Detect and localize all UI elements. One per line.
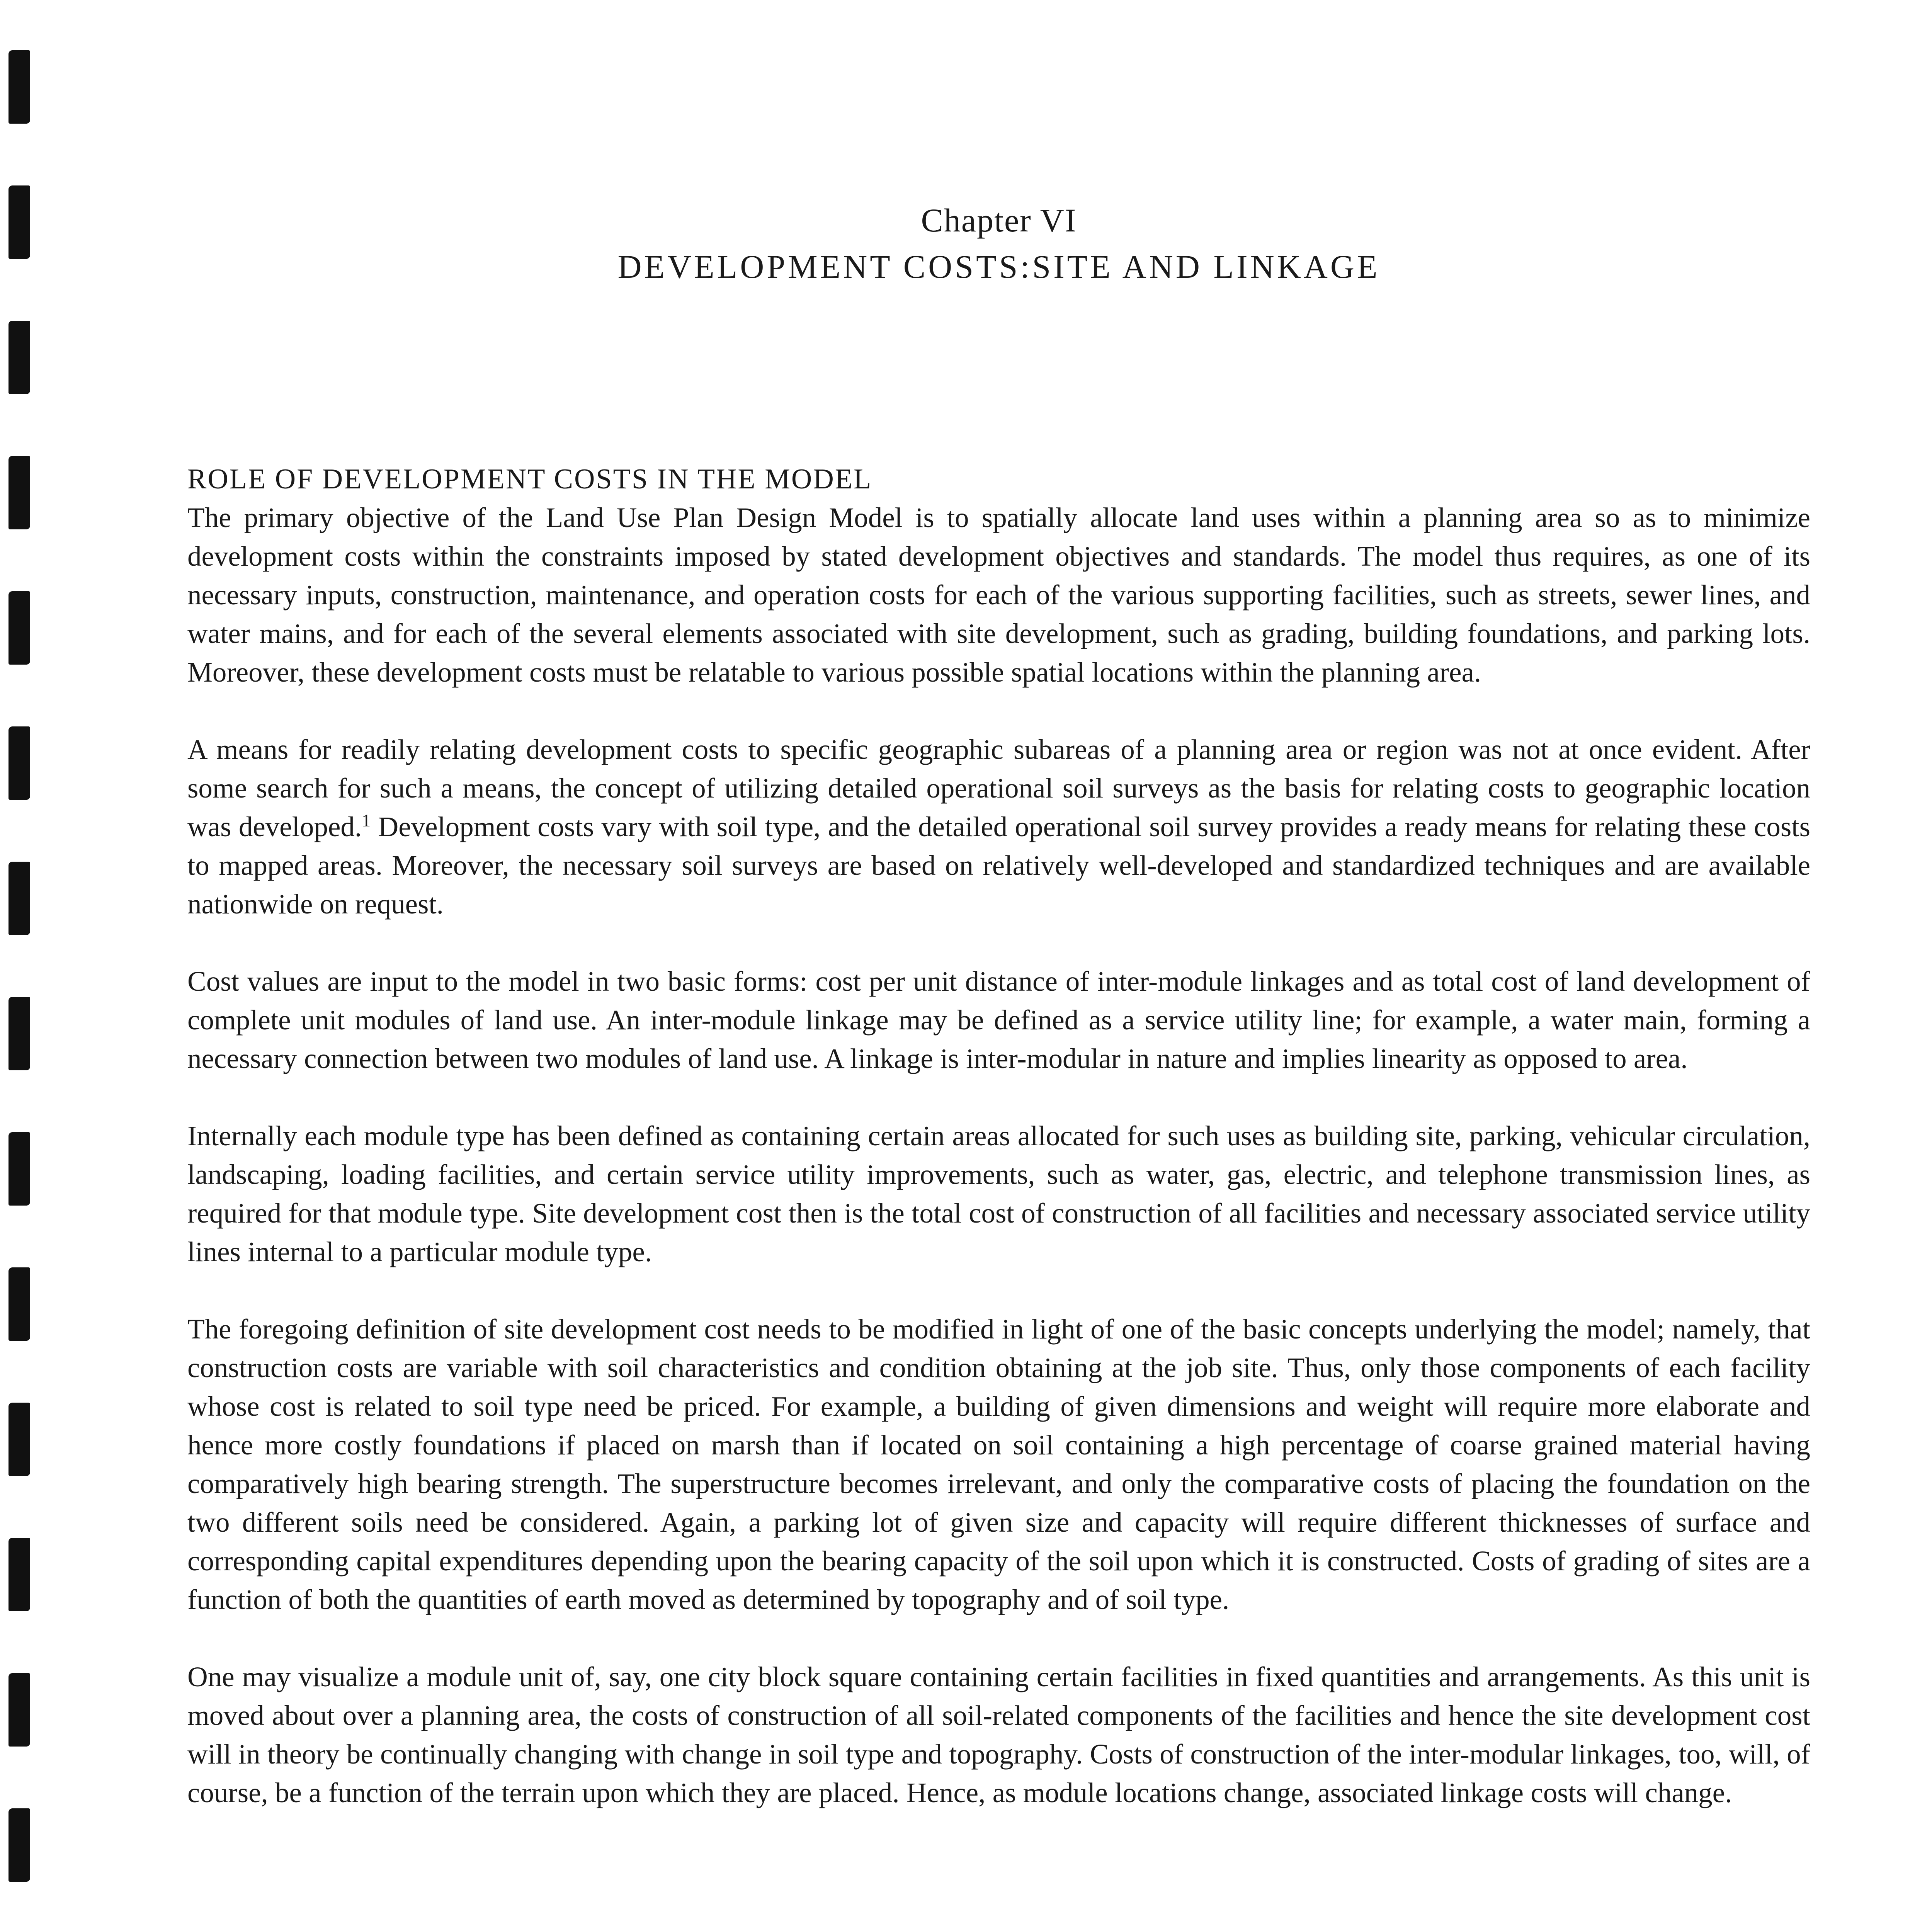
footnote-reference[interactable]: 1 [362, 810, 371, 830]
paragraph: One may visualize a module unit of, say, one city block square containing certain facilities in fixed quantities and arrangements. As this unit is moved about over a planning area, the costs of construction of all soil-related components of the facilities and hence the site development cost will in theory be continually changing with change in soil type and topography. Costs of construction of the inter-modular linkages, too, will, of course, be a function of the terrain upon which they are placed. Hence, as module locations change, associated linkage costs will change. [187, 1661, 1810, 1808]
binding-hole-mark [9, 321, 30, 394]
binding-hole-mark [9, 726, 30, 800]
section-heading: ROLE OF DEVELOPMENT COSTS IN THE MODEL [187, 463, 872, 495]
binding-hole-mark [9, 591, 30, 665]
binding-hole-mark [9, 185, 30, 259]
paragraph: Internally each module type has been defined as containing certain areas allocated for such uses as building site, parking, vehicular circulation, landscaping, loading facilities, and certain service utility improvements, such as water, gas, electric, and telephone transmission lines, as required for that module type. Site development cost then is the total cost of construction of all facilities and necessary associated service utility lines internal to a particular module type. [187, 1120, 1810, 1267]
paragraph: The primary objective of the Land Use Plan Design Model is to spatially allocate land uses within a planning area so as to minimize development costs within the constraints imposed by stated development objectives and standards. The model thus requires, as one of its necessary inputs, construction, maintenance, and operation costs for each of the various supporting facilities, such as streets, sewer lines, and water mains, and for each of the several elements associated with site development, such as grading, building foundations, and parking lots. Moreover, these development costs must be relatable to various possible spatial locations within the planning area. [187, 502, 1810, 688]
binding-hole-mark [9, 1538, 30, 1611]
binding-edge [9, 0, 39, 1932]
binding-hole-mark [9, 862, 30, 935]
paragraph-text: Development costs vary with soil type, and the detailed operational soil survey provides a ready means for relating these costs to mapped areas. Moreover, the necessary soil surveys are based on relatively well-developed and standardized techniques and are available nationwide on request. [187, 811, 1810, 920]
binding-hole-mark [9, 50, 30, 124]
paragraph: The foregoing definition of site development cost needs to be modified in light of one of the basic concepts underlying the model; namely, that construction costs are variable with soil characteristics and condition obtaining at the job site. Thus, only those components of each facility whose cost is related to soil type need be priced. For example, a building of given dimensions and weight will require more elaborate and hence more costly foundations if placed on marsh than if located on soil containing a high percentage of coarse grained material having comparatively high bearing strength. The superstructure becomes irrelevant, and only the comparative costs of placing the foundation on the two different soils need be considered. Again, a parking lot of given size and capacity will require different thicknesses of surface and corresponding capital expenditures depending upon the bearing capacity of the soil upon which it is constructed. Costs of grading of sites are a function of both the quantities of earth moved as determined by topography and of soil type. [187, 1313, 1810, 1615]
binding-hole-mark [9, 1808, 30, 1882]
binding-hole-mark [9, 1132, 30, 1206]
chapter-number: Chapter VI [921, 202, 1077, 239]
binding-hole-mark [9, 1673, 30, 1747]
paragraph: Cost values are input to the model in two basic forms: cost per unit distance of inter-module linkages and as total cost of land development of complete unit modules of land use. An inter-module linkage may be defined as a service utility line; for example, a water main, forming a necessary connection between two modules of land use. A linkage is inter-modular in nature and implies linearity as opposed to area. [187, 966, 1810, 1074]
paragraph-text: A means for readily relating development costs to specific geographic subareas of a planning area or region was not at once evident. After some search for such a means, the concept of utilizing detailed operational soil surveys as the basis for relating costs to geographic location was developed. [187, 734, 1810, 842]
binding-hole-mark [9, 456, 30, 529]
binding-hole-mark [9, 1403, 30, 1476]
paragraph [187, 730, 1810, 923]
chapter-title: DEVELOPMENT COSTS:SITE AND LINKAGE [617, 248, 1380, 285]
body-text [187, 498, 1810, 1851]
binding-hole-mark [9, 997, 30, 1070]
chapter-header [187, 197, 1810, 290]
document-page [187, 0, 1810, 1932]
binding-hole-mark [9, 1267, 30, 1341]
